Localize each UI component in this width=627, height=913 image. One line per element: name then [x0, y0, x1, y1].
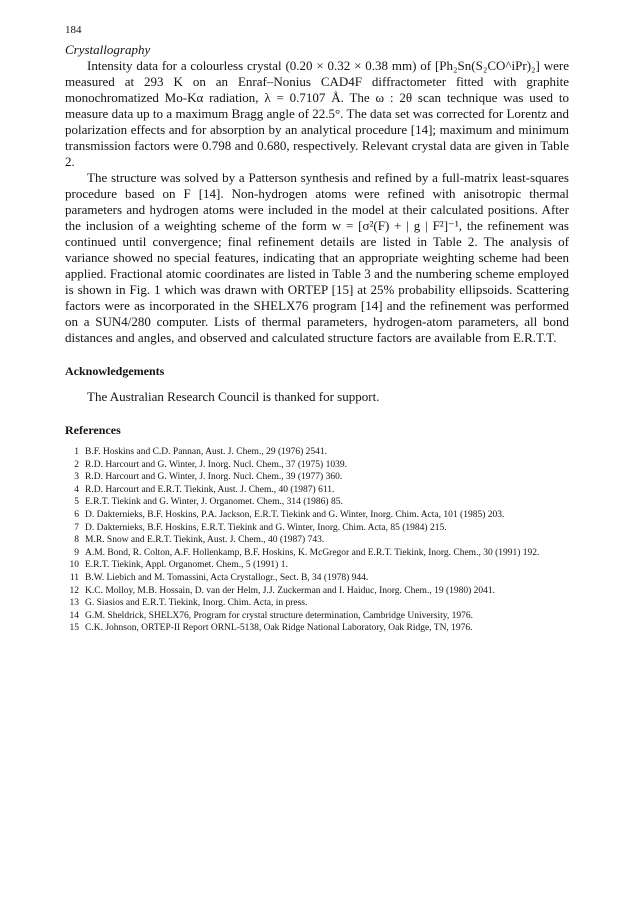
section-title: Crystallography: [65, 42, 151, 57]
reference-text: B.F. Hoskins and C.D. Pannan, Aust. J. Chem., 29 (1976) 2541.: [85, 447, 328, 457]
acknowledgements-heading: Acknowledgements: [65, 364, 165, 378]
reference-number: 8: [74, 535, 79, 546]
reference-number: 12: [69, 585, 79, 596]
reference-item: [65, 559, 569, 572]
reference-item: [65, 484, 569, 497]
reference-number: 11: [69, 572, 79, 583]
reference-text: G. Siasios and E.R.T. Tiekink, Inorg. Chim. Acta, in press.: [85, 598, 308, 609]
page-number: 184: [65, 24, 82, 36]
reference-text: R.D. Harcourt and G. Winter, J. Inorg. Nucl. Chem., 39 (1977) 360.: [85, 472, 343, 483]
reference-item: [65, 459, 569, 472]
reference-number: 2: [74, 459, 79, 470]
reference-text: R.D. Harcourt and G. Winter, J. Inorg. Nucl. Chem., 37 (1975) 1039.: [85, 459, 347, 470]
reference-number: 5: [74, 497, 79, 508]
reference-text: K.C. Molloy, M.B. Hossain, D. van der Helm, J.J. Zuckerman and I. Haiduc, Inorg. Chem., 19 (1980) 2041.: [85, 585, 496, 596]
reference-text: E.R.T. Tiekink, Appl. Organomet. Chem., 5 (1991) 1.: [85, 560, 288, 571]
acknowledgements-text: The Australian Research Council is thanked for support.: [87, 389, 380, 404]
reference-number: 1: [74, 447, 79, 457]
reference-item: [65, 572, 569, 585]
reference-item: [65, 522, 569, 535]
reference-number: 13: [69, 598, 79, 609]
reference-text: B.W. Liebich and M. Tomassini, Acta Crystallogr., Sect. B, 34 (1978) 944.: [85, 572, 369, 583]
reference-number: 7: [74, 522, 79, 533]
reference-item: [65, 496, 569, 509]
paragraph-crystallography-1: Intensity data for a colourless crystal (0.20 × 0.32 × 0.38 mm) of [Ph₂Sn(S₂CO^iPr)₂] were measured at 293 K on an Enraf–Nonius CAD4F diffractometer fitted with graphite monochromatized Mo-Kα radiation, λ = 0.7107 Å. The ω : 2θ scan technique was used to measure data up to a maximum Bragg angle of 22.5°. The data set was corrected for Lorentz and polarization effects and for absorption by an analytical procedure [14]; maximum and minimum transmission factors were 0.798 and 0.680, respectively. Relevant crystal data are given in Table 2.: [65, 58, 569, 169]
reference-text: G.M. Sheldrick, SHELX76, Program for crystal structure determination, Cambridge University, 1976.: [85, 610, 474, 621]
reference-item: [65, 471, 569, 484]
references-heading: References: [65, 423, 121, 437]
reference-text: E.R.T. Tiekink and G. Winter, J. Organomet. Chem., 314 (1986) 85.: [85, 497, 343, 508]
reference-number: 9: [74, 547, 79, 558]
reference-number: 14: [69, 610, 79, 621]
reference-item: [65, 610, 569, 623]
reference-item: [65, 446, 569, 459]
reference-number: 15: [69, 623, 79, 634]
page: [65, 24, 569, 635]
reference-text: C.K. Johnson, ORTEP-II Report ORNL-5138, Oak Ridge National Laboratory, Oak Ridge, TN, 1976.: [85, 623, 473, 634]
reference-item: [65, 585, 569, 598]
reference-number: 6: [74, 509, 79, 520]
reference-text: M.R. Snow and E.R.T. Tiekink, Aust. J. Chem., 40 (1987) 743.: [85, 535, 325, 546]
reference-number: 4: [74, 484, 79, 495]
reference-number: 3: [74, 472, 79, 483]
reference-text: D. Dakternieks, B.F. Hoskins, E.R.T. Tiekink and G. Winter, Inorg. Chim. Acta, 85 (1984) 215.: [85, 522, 447, 533]
paragraph-crystallography-2: The structure was solved by a Patterson synthesis and refined by a full-matrix least-squares procedure based on F [14]. Non-hydrogen atoms were refined with anisotropic thermal parameters and hydrogen atoms were included in the model at their calculated positions. After the inclusion of a weighting scheme of the form w = [σ²(F) + | g | F²]⁻¹, the refinement was continued until convergence; final refinement details are listed in Table 2. The analysis of variance showed no special features, indicating that an appropriate weighting scheme had been applied. Fractional atomic coordinates are listed in Table 3 and the numbering scheme employed is shown in Fig. 1 which was drawn with ORTEP [15] at 25% probability ellipsoids. Scattering factors were as incorporated in the SHELX76 program [14] and the refinement was performed on a SUN4/280 computer. Lists of thermal parameters, hydrogen-atom parameters, all bond distances and angles, and observed and calculated structure factors are available from E.R.T.T.: [65, 170, 569, 345]
reference-item: [65, 597, 569, 610]
reference-item: [65, 509, 569, 522]
reference-text: A.M. Bond, R. Colton, A.F. Hollenkamp, B.F. Hoskins, K. McGregor and E.R.T. Tiekink, Inorg. Chem., 30 (1991) 192.: [85, 547, 540, 558]
reference-text: R.D. Harcourt and E.R.T. Tiekink, Aust. J. Chem., 40 (1987) 611.: [85, 484, 335, 495]
reference-item: [65, 547, 569, 560]
reference-item: [65, 534, 569, 547]
reference-item: [65, 622, 569, 635]
reference-number: 10: [69, 560, 79, 571]
reference-text: D. Dakternieks, B.F. Hoskins, P.A. Jackson, E.R.T. Tiekink and G. Winter, Inorg. Chim. Acta, 101 (1985) 203.: [85, 509, 505, 520]
reference-list: [65, 446, 569, 635]
